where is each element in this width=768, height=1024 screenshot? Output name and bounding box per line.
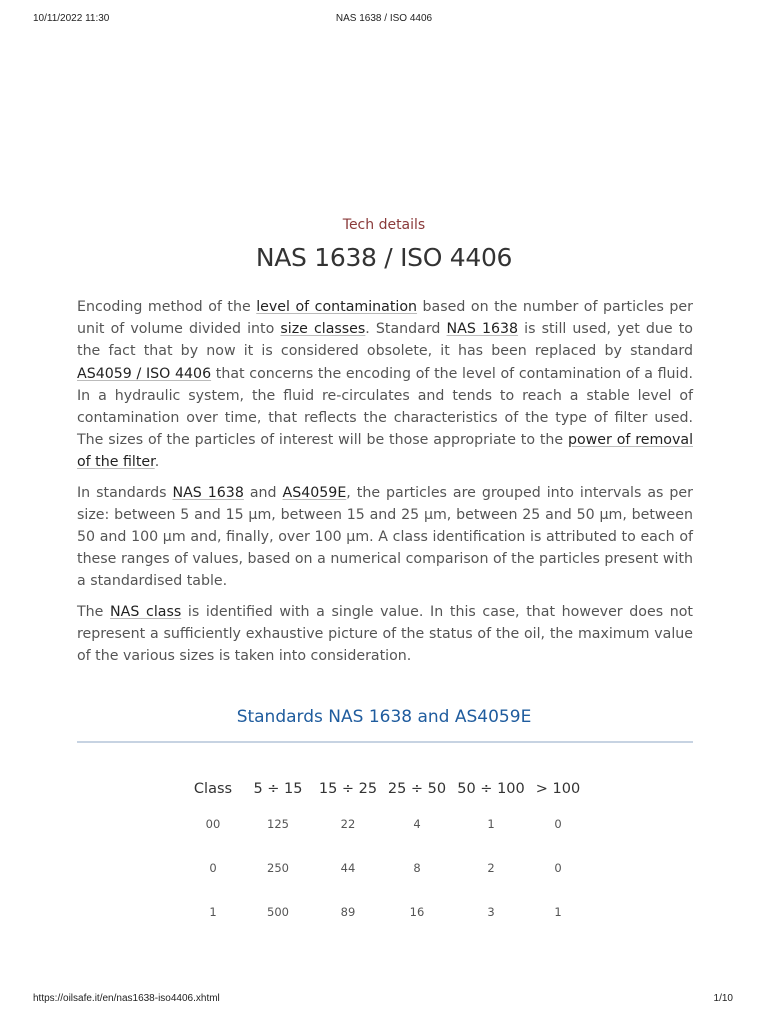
table-cell: 22 <box>340 817 356 831</box>
table-cell: 250 <box>267 861 289 875</box>
text: . Standard <box>365 321 447 338</box>
table-cell: 0 <box>209 861 217 875</box>
text: that concerns the encoding of the level of contamination of a fluid. In a hydraulic system, the fluid re-circulates and tends to reach a stable level of contamination over time, that reflects the characteristics of the type of filter used. The sizes of the particles of interest will be those appropriate to the <box>77 365 693 449</box>
table-cell: 500 <box>267 905 289 919</box>
table-cell: 4 <box>413 817 421 831</box>
table-cell: 8 <box>413 861 421 875</box>
table-cell: 89 <box>340 905 356 919</box>
section-divider <box>77 741 693 743</box>
paragraph-nas-class <box>77 601 693 668</box>
table-cell: 1 <box>487 817 495 831</box>
link-size-classes[interactable]: size classes <box>280 321 366 338</box>
print-url: https://oilsafe.it/en/nas1638-iso4406.xhtml <box>33 993 220 1004</box>
link-power-of-removal[interactable]: power of removal of the filter <box>77 432 694 471</box>
text: and <box>243 484 283 501</box>
text: is still used, yet due to the fact that by now it is considered obsolete, it has been replaced by standard <box>77 321 693 360</box>
column-header-over-100: > 100 <box>535 781 581 797</box>
link-as4059-iso4406[interactable]: AS4059 / ISO 4406 <box>77 365 212 382</box>
text: Encoding method of the <box>77 299 257 315</box>
section-title: Standards NAS 1638 and AS4059E <box>236 707 532 727</box>
column-header-15-25: 15 ÷ 25 <box>318 781 378 797</box>
text: based on the number of particles per unit of volume divided into <box>77 299 693 338</box>
table-header-row <box>183 776 585 802</box>
text: is identified with a single value. In this case, that however does not represent a sufficiently exhaustive picture of the status of the oil, the maximum value of the various sizes is taken into consideration. <box>77 603 693 665</box>
link-as4059e[interactable]: AS4059E <box>282 484 347 501</box>
column-header-class: Class <box>193 781 233 797</box>
print-datetime: 10/11/2022 11:30 <box>33 13 110 24</box>
article-body <box>77 296 693 675</box>
print-footer <box>0 993 768 1009</box>
table-cell: 44 <box>340 861 356 875</box>
column-header-25-50: 25 ÷ 50 <box>387 781 447 797</box>
table-cell: 0 <box>554 817 562 831</box>
column-header-5-15: 5 ÷ 15 <box>253 781 303 797</box>
link-nas-class[interactable]: NAS class <box>110 603 182 620</box>
nas-class-table <box>183 776 585 934</box>
table-cell: 3 <box>487 905 495 919</box>
table-cell: 125 <box>267 817 289 831</box>
text: , the particles are grouped into intervals as per size: between 5 and 15 µm, between 15 and 25 µm, between 25 and 50 µm, between 50 and 100 µm and, finally, over 100 µm. A class identification is attributed to each of these ranges of values, based on a numerical comparison of the particles present with a standardised table. <box>77 484 693 590</box>
table-cell: 2 <box>487 861 495 875</box>
print-page-title: NAS 1638 / ISO 4406 <box>335 13 433 24</box>
column-header-50-100: 50 ÷ 100 <box>457 781 525 797</box>
table-cell: 16 <box>409 905 425 919</box>
link-nas-1638[interactable]: NAS 1638 <box>446 321 519 338</box>
print-page-number: 1/10 <box>713 993 733 1004</box>
link-nas-1638[interactable]: NAS 1638 <box>172 484 244 501</box>
category-kicker: Tech details <box>342 217 426 233</box>
text: . <box>154 454 160 471</box>
page-title: NAS 1638 / ISO 4406 <box>255 243 513 272</box>
table-cell: 1 <box>554 905 562 919</box>
table-row <box>183 890 585 934</box>
text: The <box>77 603 111 620</box>
table-cell: 0 <box>554 861 562 875</box>
table-cell: 1 <box>209 905 217 919</box>
link-level-of-contamination[interactable]: level of contamination <box>256 299 418 315</box>
paragraph-intro <box>77 296 693 474</box>
paragraph-intervals <box>77 482 693 593</box>
table-row <box>183 846 585 890</box>
print-header <box>0 13 768 29</box>
table-cell: 00 <box>205 817 221 831</box>
text: In standards <box>77 484 173 501</box>
table-row <box>183 802 585 846</box>
